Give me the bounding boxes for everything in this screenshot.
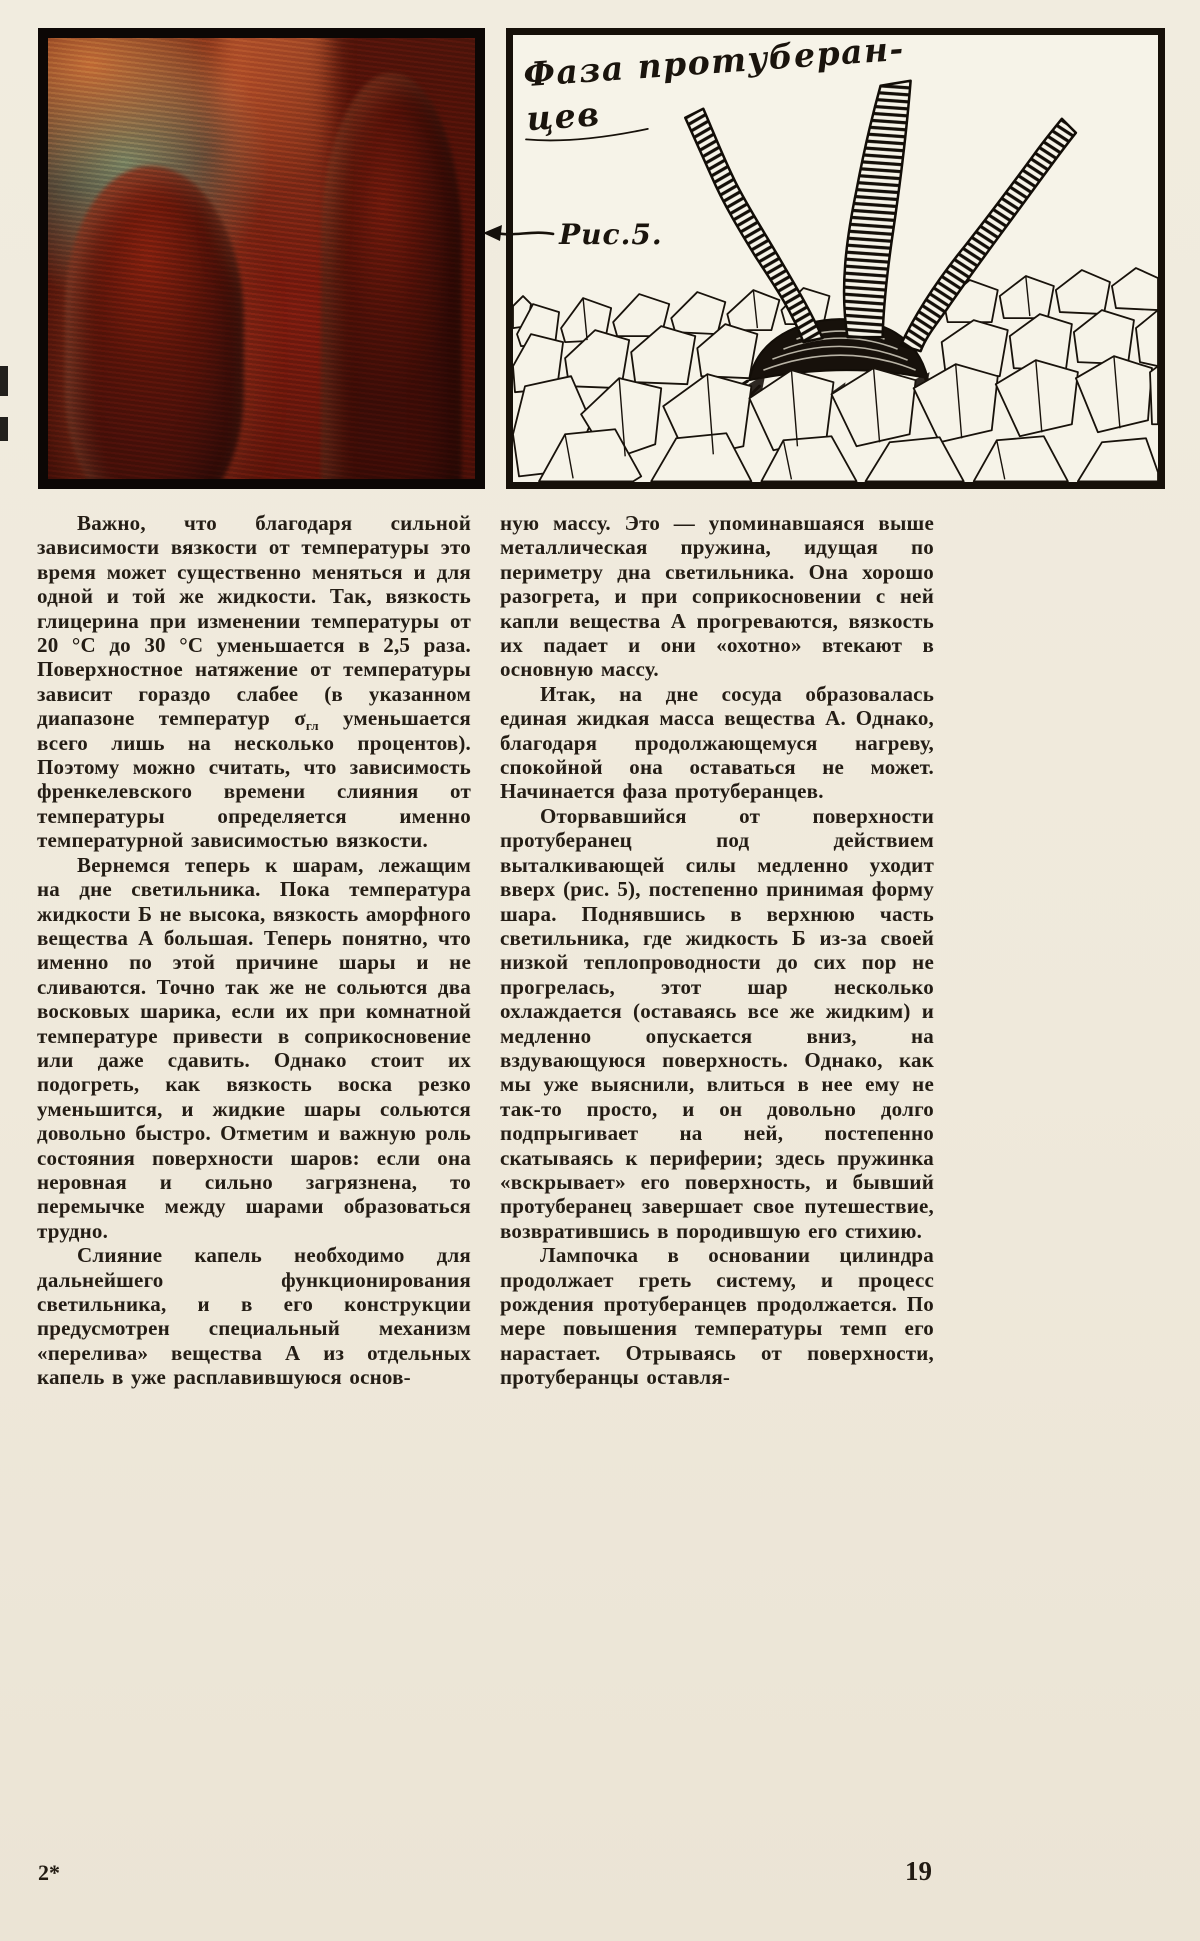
paragraph: Вернемся теперь к шарам, лежащим на дне светильника. Пока температура жидкости Б не высока, вязкость аморфного вещества А большая. Теперь понятно, что именно по этой причине шары и не сливаются. Точно так же не сольются два восковых шарика, если их при комнатной температуре привести в соприкосновение или даже сдавить. Однако стоит их подогреть, как вязкость воска резко уменьшится, и жидкие шары сольются довольно быстро. Отметим и важную роль состояния поверхности шаров: если она неровная и сильно загрязнена, то перемычке между шарами образоваться трудно. — [37, 852, 471, 1243]
paragraph — [37, 511, 471, 853]
prominence-middle — [844, 81, 911, 337]
sigma-symbol: σ — [294, 706, 306, 731]
text-column-left — [37, 511, 471, 1390]
handwritten-caption — [520, 29, 909, 143]
text-column-right — [500, 511, 934, 1390]
paragraph: Оторвавшийся от поверхности протуберанец под действием выталкивающей силы медленно уходит вверх (рис. 5), постепенно принимая форму шара. Поднявшись в верхнюю часть светильника, где жидкость Б из-за своей низкой теплопроводности до сих пор не прогрелась, этот шар несколько охлаждается (оставаясь все же жидким) и медленно опускается вниз, на вздувающуюся поверхность. Однако, как мы уже выяснили, влиться в нее ему не так-то просто, и он довольно долго подпрыгивает на ней, постепенно скатываясь к периферии; здесь пружинка «вскрывает» его поверхность, и бывший протуберанец завершает свое путешествие, возвратившись в породившую его стихию. — [500, 803, 934, 1243]
figure-pointer-arrow — [483, 218, 663, 251]
paragraph-text: уменьшается всего лишь на несколько процентов). Поэтому можно считать, что зависимость френкелевского времени слияния от температуры определяется именно температурной зависимостью вязкости. — [37, 706, 471, 853]
scan-artifact — [0, 366, 8, 396]
figure-prominence-drawing — [506, 28, 1165, 489]
caption-line-1: Фаза протуберан- — [522, 28, 906, 95]
paragraph-text: Важно, что благодаря сильной зависимости вязкости от температуры это время может существенно меняться и для одной и той же жидкости. Так, вязкость глицерина при изменении температуры от 20 °С до 30 °С уменьшается в 2,5 раза. Поверхностное натяжение от температуры зависит гораздо слабее (в указанном диапазоне температур — [37, 511, 471, 731]
prominence-drawing-svg — [513, 28, 1158, 482]
sigma-subscript: гл — [305, 718, 319, 734]
page-footer — [38, 1856, 932, 1887]
scan-artifact — [0, 417, 8, 441]
arrow-head-icon — [483, 225, 502, 241]
paragraph: Итак, на дне сосуда образовалась единая жидкая масса вещества А. Однако, благодаря продолжающемуся нагреву, спокойной она оставаться не может. Начинается фаза протуберанцев. — [500, 681, 934, 804]
paragraph: Лампочка в основании цилиндра продолжает греть систему, и процесс рождения протуберанцев продолжается. По мере повышения температуры темп его нарастает. Отрываясь от поверхности, протуберанцы оставля- — [500, 1243, 934, 1390]
page-number: 19 — [905, 1856, 932, 1886]
photo-ripple-texture — [48, 38, 475, 479]
lava-photo — [48, 38, 475, 479]
fig5-label: Рис.5. — [559, 217, 663, 251]
figure-lava-photo-frame — [38, 28, 485, 489]
paragraph: Слияние капель необходимо для дальнейшего функционирования светильника, и в его конструкции предусмотрен специальный механизм «перелива» вещества А из отдельных капель в уже расплавившуюся основ- — [37, 1243, 471, 1390]
caption-line-2: цев — [525, 94, 602, 139]
signature-mark: 2* — [38, 1860, 60, 1885]
paragraph: ную массу. Это — упоминавшаяся выше металлическая пружина, идущая по периметру дна светильника. Она хорошо разогрета, и при соприкосновении с ней капли вещества А прогреваются, вязкость их падает и они «охотно» втекают в основную массу. — [500, 511, 934, 682]
